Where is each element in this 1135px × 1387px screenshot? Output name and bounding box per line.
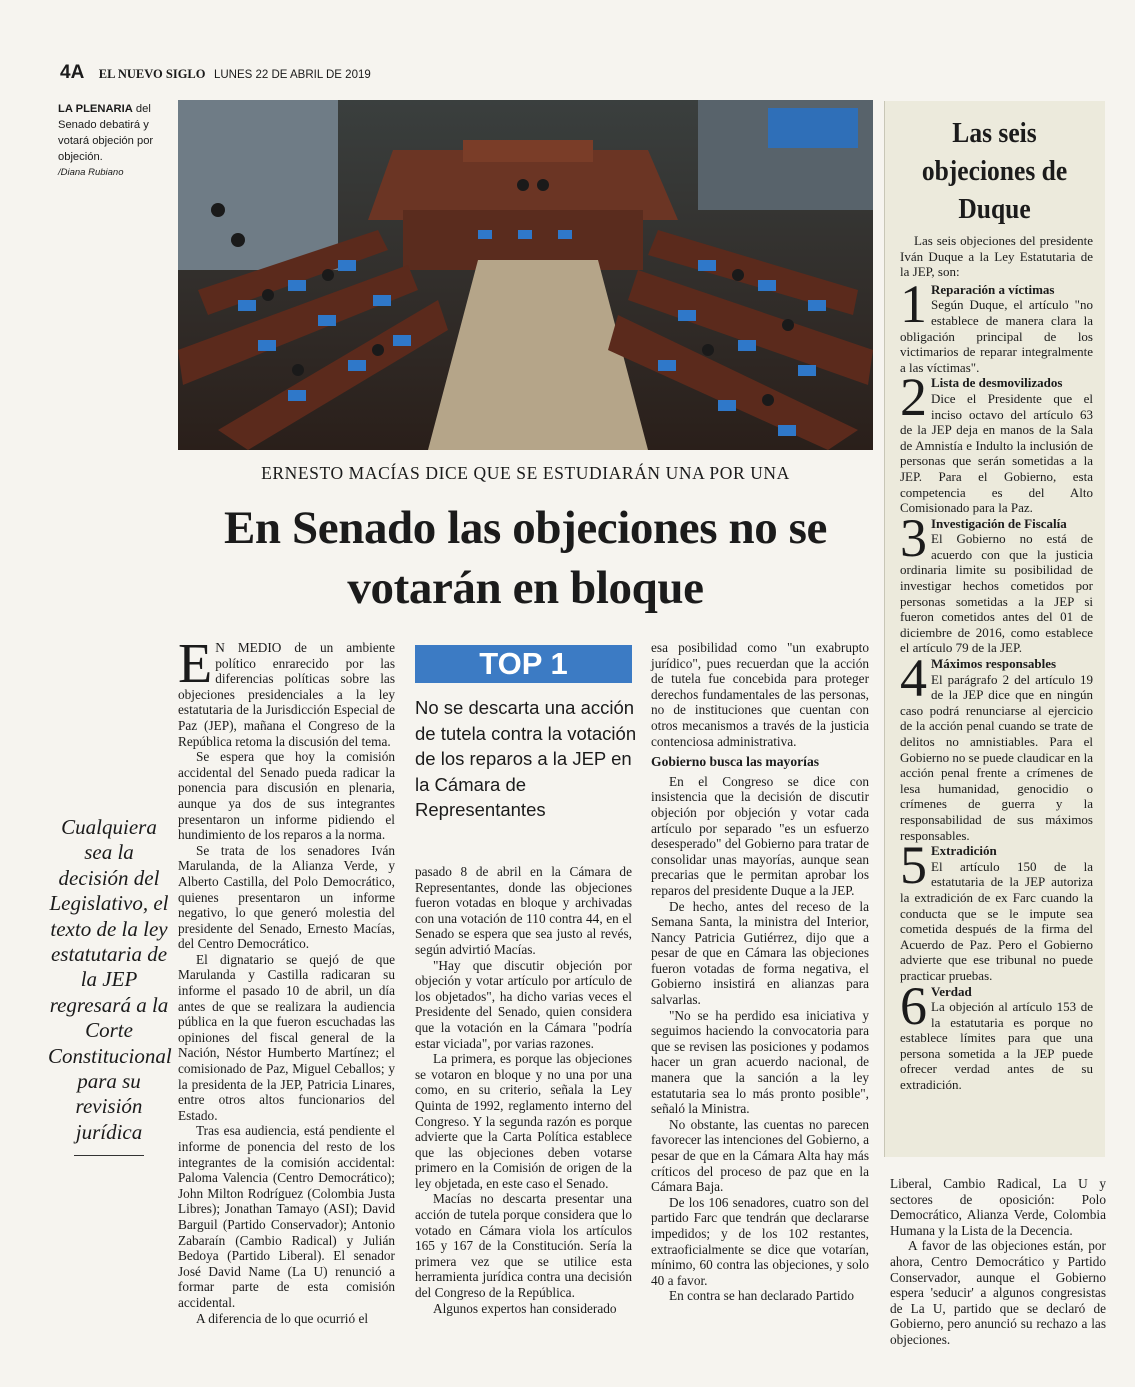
objection-number: 2 xyxy=(900,367,927,428)
sidebar-body xyxy=(900,233,1093,1093)
sidebar-title: Las seis objeciones de Duque xyxy=(921,117,1068,225)
objection-title: Extradición xyxy=(931,843,997,859)
pull-quote-rule xyxy=(74,1155,144,1156)
objection-item xyxy=(900,835,1093,983)
newspaper-name: EL NUEVO SIGLO xyxy=(98,67,206,81)
paragraph: E N MEDIO de un ambiente político enrarecido por las diferencias políticas sobre las objeciones presidenciales a la ley estatutaria de la Jurisdicción Especial de Paz (JEP), mañana el Congreso de la República retoma la discusión del tema. xyxy=(178,633,395,749)
article-column-4 xyxy=(890,1176,1106,1348)
objection-number: 6 xyxy=(900,975,927,1036)
top1-banner: TOP 1 xyxy=(415,645,632,683)
paragraph: pasado 8 de abril en la Cámara de Representantes, donde las objeciones fueron votadas en bloque y archivadas con una votación de 110 contra 44, en el Senado se espera que sea justo al revés, según advirtió Macías. xyxy=(415,864,632,957)
drop-cap: E xyxy=(178,633,213,695)
paragraph: esa posibilidad como "un exabrupto jurídico", pues recuerdan que la acción de tutela fue concebida para proteger derechos fundamentales de las personas, no de instituciones que cuentan con otros mecanismos a través de la justicia contenciosa administrativa. xyxy=(651,640,869,749)
objection-item xyxy=(900,273,1093,376)
paragraph: De hecho, antes del receso de la Semana Santa, la ministra del Interior, Nancy Patricia Gutiérrez, dijo que a pesar de que en Cámara las objeciones fueron votadas de forma negativa, el Gobierno insistirá en alianzas para salvarlas. xyxy=(651,898,869,1008)
objection-text: El artículo 150 de la estatutaria de la JEP autoriza la extradición de ex Farc cuando la conducta que se le impute sea cometida después de la firma del Acuerdo de Paz. Pero el Gobierno advierte que ese tribunal no puede practicar pruebas. xyxy=(900,858,1093,983)
objection-item xyxy=(900,975,1093,1093)
objection-number: 1 xyxy=(900,273,927,334)
pull-quote xyxy=(48,815,170,1156)
objection-title: Máximos responsables xyxy=(931,656,1057,672)
objection-title: Investigación de Fiscalía xyxy=(931,515,1067,531)
objection-number: 3 xyxy=(900,507,927,568)
paragraph: De los 106 senadores, cuatro son del partido Farc que tendrán que declararse impedidos; y de los 102 restantes, extraoficialmente se dice que votarían, mínimo, 60 contra las objeciones, y solo 40 a favor. xyxy=(651,1194,869,1288)
caption-lead: LA PLENARIA xyxy=(58,103,133,115)
paragraph: No obstante, las cuentas no parecen favorecer las intenciones del Gobierno, a pesar de que en la Cámara Alta hay más críticos del proceso de paz que en la Cámara Baja. xyxy=(651,1116,869,1195)
top1-text: No se descarta una acción de tutela contra la votación de los reparos a la JEP en la Cámara de Representantes xyxy=(415,697,637,821)
caption-text: del Senado debatirá y votará objeción por objeción. xyxy=(58,103,154,163)
objection-text: El Gobierno no está de acuerdo con que la justicia ordinaria limite su posibilidad de investigar hechos cometidos por personas sometidas a la JEP si fueron cometidos antes del 01 de diciembre de 2016, como establece el artículo 79 de la JEP. xyxy=(900,531,1093,656)
paragraph: La primera, es porque las objeciones se votaron en bloque y no una por una como, en su criterio, señala la Ley Quinta de 1992, reglamento interno del Congreso. Y la segunda razón es porque advierte que la Carta Política establece que las objeciones deben votarse primero en la Comisión de origen de la ley objetada, en este caso el Senado. xyxy=(415,1051,632,1191)
paragraph: Macías no descarta presentar una acción de tutela porque considera que lo votado en Cámara viola los artículos 165 y 167 de la Constitución. Sería la primera vez que se utilice esta herramienta jurídica contra una decisión del Congreso de la República. xyxy=(415,1191,632,1301)
article-column-1 xyxy=(178,633,395,1326)
article-column-2 xyxy=(415,864,632,1316)
objection-text: El parágrafo 2 del artículo 19 de la JEP dice que en ningún caso podrá renunciarse al ejercicio de la acción penal cuando se trate de delitos no amnistiables. Para el Gobierno no se puede claudicar en la acción penal frente a crímenes de lesa humanidad, genocidio o crímenes de guerra y la responsabilidad de sus máximos responsables. xyxy=(900,671,1093,843)
paragraph: Liberal, Cambio Radical, La U y sectores de oposición: Polo Democrático, Alianza Verde, Colombia Humana y la Lista de la Decencia. xyxy=(890,1176,1106,1238)
pull-quote-text: Cualquiera sea la decisión del Legislativo, el texto de la ley estatutaria de la JEP regresará a la Corte Constitucional para su revisión jurídica xyxy=(48,815,172,1144)
issue-date: LUNES 22 DE ABRIL DE 2019 xyxy=(213,69,371,81)
paragraph: Se trata de los senadores Iván Marulanda, de la Alianza Verde, y Alberto Castilla, del Polo Democrático, quienes presentaron un informe negativo, lo que generó molestia del presidente del Senado, Ernesto Macías, del Centro Democrático. xyxy=(178,842,395,952)
article-kicker: ERNESTO MACÍAS DICE QUE SE ESTUDIARÁN UNA POR UNA xyxy=(261,463,790,483)
objection-text: Según Duque, el artículo "no establece de manera clara la obligación principal de los victimarios de reparar integralmente a las víctimas". xyxy=(900,297,1093,375)
page-number: 4A xyxy=(60,62,85,83)
paragraph: A favor de las objeciones están, por ahora, Centro Democrático y Partido Conservador, aunque el Gobierno espera 'seducir' a algunos congresistas de La U, partido que se declaró de Gobierno, pero anunció su rechazo a las objeciones. xyxy=(890,1238,1106,1347)
photo-caption xyxy=(58,101,170,181)
sidebar-intro: Las seis objeciones del presidente Iván Duque a la Ley Estatutaria de la JEP, son: xyxy=(900,233,1093,280)
article-column-3 xyxy=(651,640,869,1304)
objection-text: Dice el Presidente que el inciso octavo del artículo 63 de la JEP deja en manos de la Sala de Amnistía e Indulto la inclusión de personas que serán sometidas a la JEP. Para el Gobierno, esta competencia es del Alto Comisionado para la Paz. xyxy=(900,390,1093,516)
paragraph: A diferencia de lo que ocurrió el xyxy=(196,1310,369,1326)
objection-number: 4 xyxy=(900,648,927,709)
paragraph: Tras esa audiencia, está pendiente el informe de ponencia del resto de los integrantes de la comisión accidental: Paloma Valencia (Centro Democrático); John Milton Rodríguez (Colombia Justa Libres); Jonathan Tamayo (ASI); David Barguil (Partido Conservador); Antonio Zabaraín (Cambio Radical) y Julián Bedoya (Partido Liberal). El senador José David Name (La U) renunció a formar parte de esta comisión accidental. xyxy=(178,1123,395,1310)
page-header xyxy=(60,62,371,84)
photo-credit: /Diana Rubiano xyxy=(58,167,124,178)
subheading: Gobierno busca las mayorías xyxy=(651,754,820,770)
article-headline: En Senado las objeciones no se votarán en bloque xyxy=(223,502,828,614)
objection-title: Lista de desmovilizados xyxy=(931,375,1063,391)
objection-text: La objeción al artículo 153 de la estatutaria es porque no establece límites para que una persona sometida a la JEP puede ofrecer verdad antes de su extradición. xyxy=(900,999,1093,1093)
senate-chamber-photo xyxy=(178,100,873,450)
paragraph: En contra se han declarado Partido xyxy=(669,1288,854,1304)
paragraph: Algunos expertos han considerado xyxy=(433,1300,617,1316)
paragraph: En el Congreso se dice con insistencia que la decisión de discutir objeción por objeción y votar cada artículo por separado "es un esfuerzo desesperado" del Gobierno para tratar de consolidar unas mayorías, aunque sean precarias que le permitan aprobar los reparos del presidente Duque a la JEP. xyxy=(651,773,869,898)
objection-item xyxy=(900,367,1093,516)
objection-title: Reparación a víctimas xyxy=(931,281,1055,297)
objection-item xyxy=(900,648,1093,843)
paragraph: "No se ha perdido esa iniciativa y seguimos haciendo la convocatoria para que se revisen las posiciones y podamos hacer un gran acuerdo nacional, de manera que la sanción a la ley estatutaria sea lo más pronto posible", señaló la Ministra. xyxy=(651,1007,869,1117)
paragraph: "Hay que discutir objeción por objeción y votar artículo por artículo de los objetados", ha dicho varias veces el Presidente del Senado, quien considera que la votación en la Cámara "podría estar viciada", por varias razones. xyxy=(415,957,632,1051)
paragraph: El dignatario se quejó de que Marulanda y Castilla radicaran su informe el pasado 10 de abril, un día antes de que se realizara la audiencia pública en la que fueron escuchadas las opiniones del fiscal general de la Nación, Néstor Humberto Martínez; el comisionado de Paz, Miguel Ceballos; y la presidenta de la JEP, Patricia Linares, entre otros altos funcionarios del Estado. xyxy=(178,951,395,1123)
objection-number: 5 xyxy=(900,835,927,896)
objection-title: Verdad xyxy=(931,983,972,999)
objection-item xyxy=(900,507,1093,656)
paragraph: Se espera que hoy la comisión accidental del Senado pueda radicar la ponencia para discusión en plenaria, aunque ya dos de sus integrantes presentaron un informe pidiendo el hundimiento de los reparos a la norma. xyxy=(178,749,395,843)
